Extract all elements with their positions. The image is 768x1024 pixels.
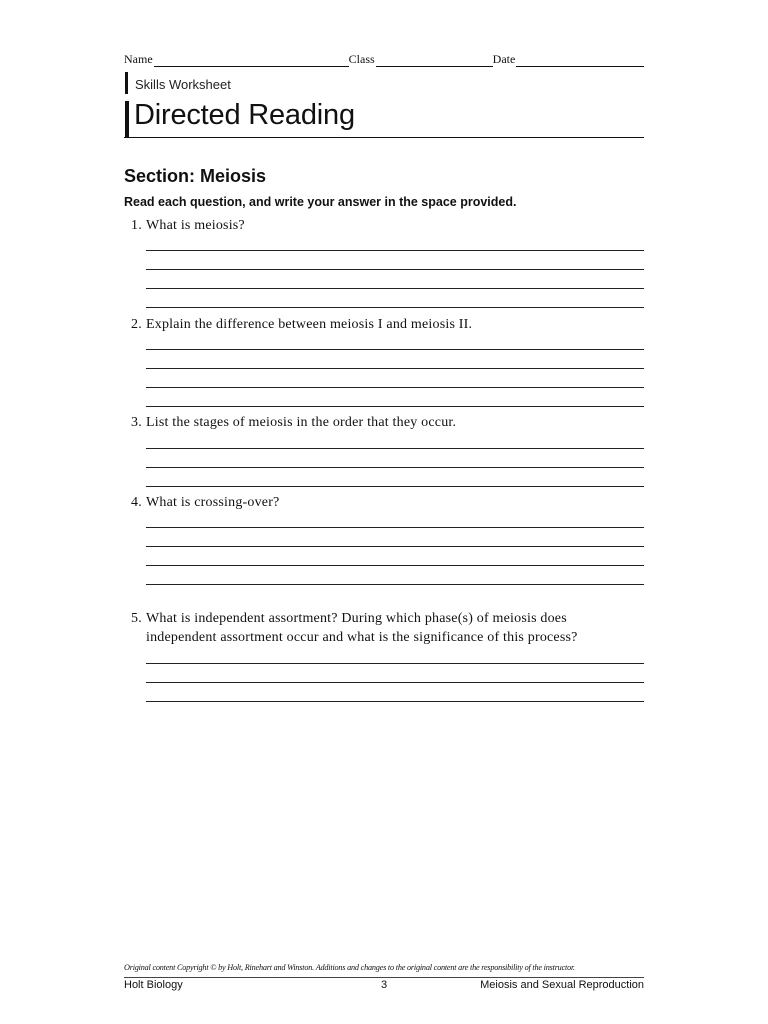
question-text: List the stages of meiosis in the order that they occur. — [146, 415, 457, 430]
question-2 — [131, 315, 644, 334]
name-blank[interactable] — [154, 54, 349, 67]
footer-book-title: Holt Biology — [124, 979, 183, 991]
answer-line[interactable] — [146, 663, 644, 664]
answer-line[interactable] — [146, 288, 644, 289]
date-blank[interactable] — [516, 54, 644, 67]
question-1 — [131, 216, 644, 235]
answer-line[interactable] — [146, 406, 644, 407]
class-blank[interactable] — [376, 54, 493, 67]
student-info-row — [124, 52, 644, 67]
title-bar — [125, 101, 129, 137]
question-number: 1. — [131, 218, 142, 233]
answer-line[interactable] — [146, 307, 644, 308]
title-divider — [124, 137, 644, 138]
question-text: What is meiosis? — [146, 218, 245, 233]
worksheet-page — [124, 0, 644, 1024]
question-text-continued: independent assortment occur and what is the significance of this process? — [146, 630, 578, 645]
question-4 — [131, 493, 644, 512]
footer-divider — [124, 977, 644, 978]
answer-line[interactable] — [146, 486, 644, 487]
answer-line[interactable] — [146, 584, 644, 585]
question-3 — [131, 413, 644, 432]
instructions: Read each question, and write your answer in the space provided. — [124, 195, 517, 209]
question-5 — [131, 609, 644, 647]
date-label: Date — [492, 52, 516, 66]
answer-line[interactable] — [146, 527, 644, 528]
answer-line[interactable] — [146, 250, 644, 251]
page-title: Directed Reading — [134, 99, 355, 131]
page-footer — [124, 979, 644, 991]
footer-chapter-title: Meiosis and Sexual Reproduction — [480, 979, 644, 991]
question-text: What is independent assortment? During which phase(s) of meiosis does — [146, 611, 567, 626]
answer-line[interactable] — [146, 269, 644, 270]
class-label: Class — [348, 52, 375, 66]
answer-line[interactable] — [146, 387, 644, 388]
question-text: What is crossing-over? — [146, 495, 280, 510]
question-number: 5. — [131, 611, 142, 626]
answer-line[interactable] — [146, 682, 644, 683]
worksheet-type-bar — [125, 72, 128, 94]
answer-line[interactable] — [146, 565, 644, 566]
answer-line[interactable] — [146, 349, 644, 350]
copyright-notice: Original content Copyright © by Holt, Rinehart and Winston. Additions and changes to the original content are the responsibility of the instructor. — [124, 963, 575, 972]
answer-line[interactable] — [146, 448, 644, 449]
answer-line[interactable] — [146, 546, 644, 547]
answer-line[interactable] — [146, 701, 644, 702]
section-heading: Section: Meiosis — [124, 166, 267, 186]
question-number: 2. — [131, 317, 142, 332]
question-text: Explain the difference between meiosis I and meiosis II. — [146, 317, 473, 332]
name-label: Name — [124, 52, 153, 66]
answer-line[interactable] — [146, 467, 644, 468]
answer-line[interactable] — [146, 368, 644, 369]
question-number: 3. — [131, 415, 142, 430]
page-number: 3 — [380, 979, 388, 991]
question-number: 4. — [131, 495, 142, 510]
worksheet-type-label: Skills Worksheet — [135, 77, 231, 92]
